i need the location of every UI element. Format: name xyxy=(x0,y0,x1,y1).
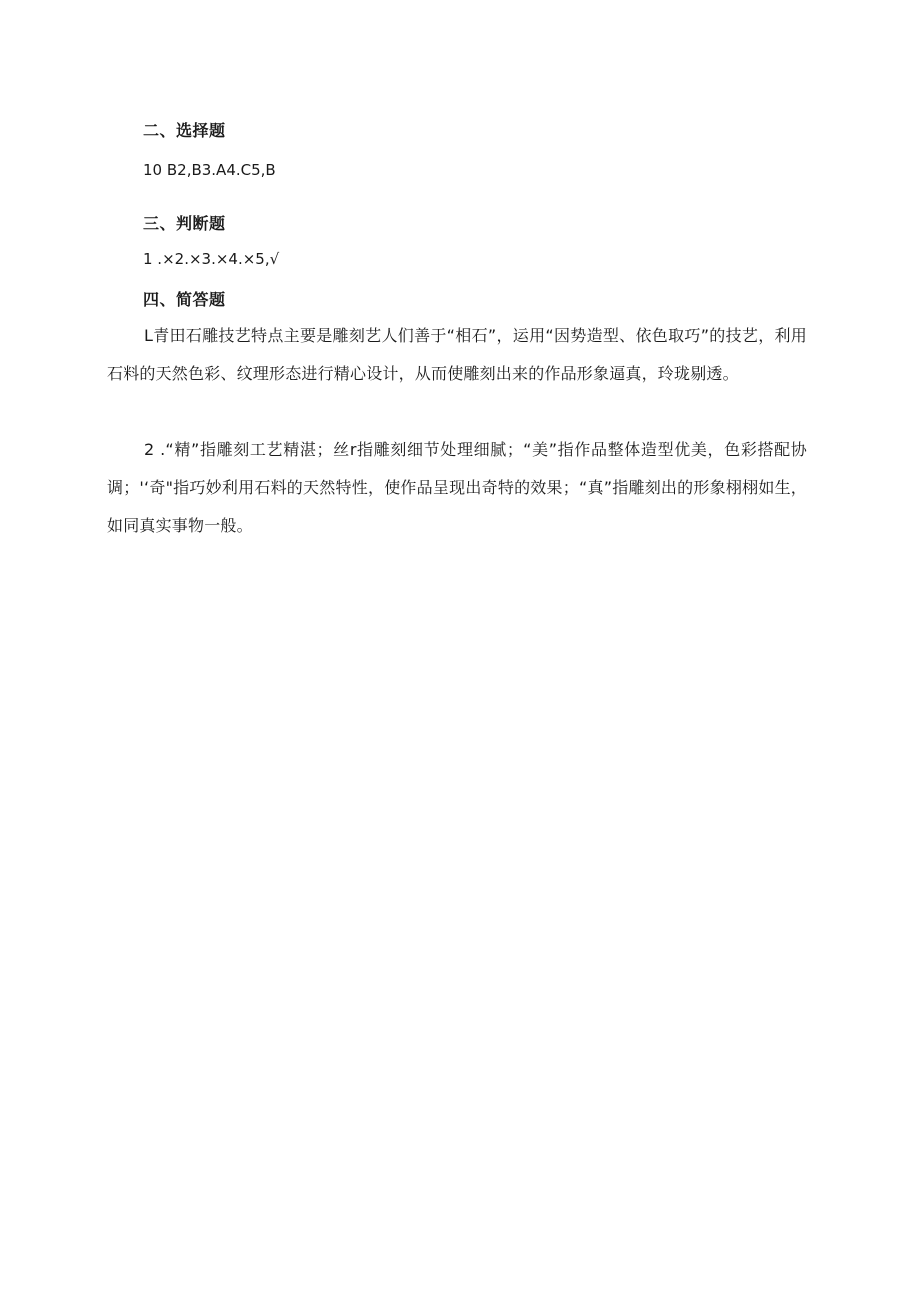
judge-answers: 1 .×2.×3.×4.×5,√ xyxy=(143,250,280,268)
choice-answers: 10 B2,B3.A4.C5,B xyxy=(143,161,276,179)
choice-section-title: 二、选择题 xyxy=(143,121,226,140)
short-answer-section-title: 四、简答题 xyxy=(143,290,226,309)
short-answer-paragraph-2: 2 .“精”指雕刻工艺精湛；丝r指雕刻细节处理细腻；“美”指作品整体造型优美，色彩搭配协调；'‘奇"指巧妙利用石料的天然特性，使作品呈现出奇特的效果；“真”指雕刻出的形象栩栩如生，如同真实事物一般。 xyxy=(107,440,807,535)
short-answer-paragraph-1: L青田石雕技艺特点主要是雕刻艺人们善于“相石”，运用“因势造型、依色取巧”的技艺，利用石料的天然色彩、纹理形态进行精心设计，从而使雕刻出来的作品形象逼真，玲珑剔透。 xyxy=(107,326,807,383)
judge-section-title: 三、判断题 xyxy=(143,214,226,233)
